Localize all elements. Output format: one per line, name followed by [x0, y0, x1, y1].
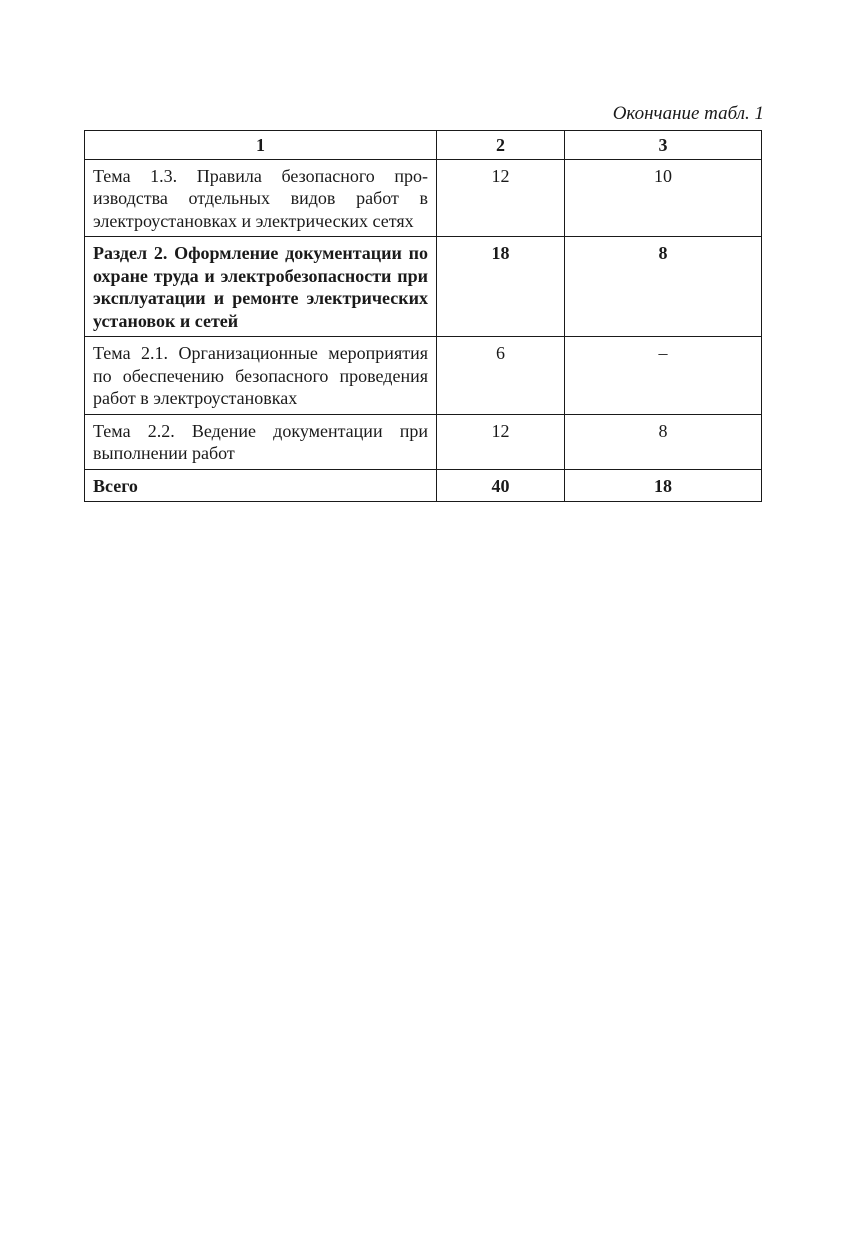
row-value-col2: 40 [437, 469, 565, 502]
column-header: 3 [565, 131, 762, 160]
table-row [85, 159, 762, 237]
row-title: Тема 1.3. Правила безопасного производства отдельных видов работ в электроустановках и электрических сетях [85, 159, 437, 237]
row-title: Тема 2.1. Организационные мероприятия по обеспечению безопасного проведения работ в электроустановках [85, 337, 437, 415]
column-header: 1 [85, 131, 437, 160]
row-value-col2: 12 [437, 414, 565, 469]
row-value-col2: 18 [437, 237, 565, 337]
row-title: Всего [85, 469, 437, 502]
table-header-row [85, 131, 762, 160]
row-value-col3: 8 [565, 414, 762, 469]
row-value-col3: 10 [565, 159, 762, 237]
table-row [85, 337, 762, 415]
table-caption: Окончание табл. 1 [612, 103, 764, 124]
data-table [84, 130, 762, 502]
row-value-col2: 6 [437, 337, 565, 415]
row-title: Тема 2.2. Ведение документации при выполнении работ [85, 414, 437, 469]
row-value-col3: 18 [565, 469, 762, 502]
row-value-col2: 12 [437, 159, 565, 237]
column-header: 2 [437, 131, 565, 160]
row-title: Раздел 2. Оформление документации по охране труда и электробезопасности при эксплуатации и ремонте электрических установок и сетей [85, 237, 437, 337]
row-value-col3: 8 [565, 237, 762, 337]
row-value-col3: – [565, 337, 762, 415]
table-row-total [85, 469, 762, 502]
table-row-section [85, 237, 762, 337]
table-row [85, 414, 762, 469]
